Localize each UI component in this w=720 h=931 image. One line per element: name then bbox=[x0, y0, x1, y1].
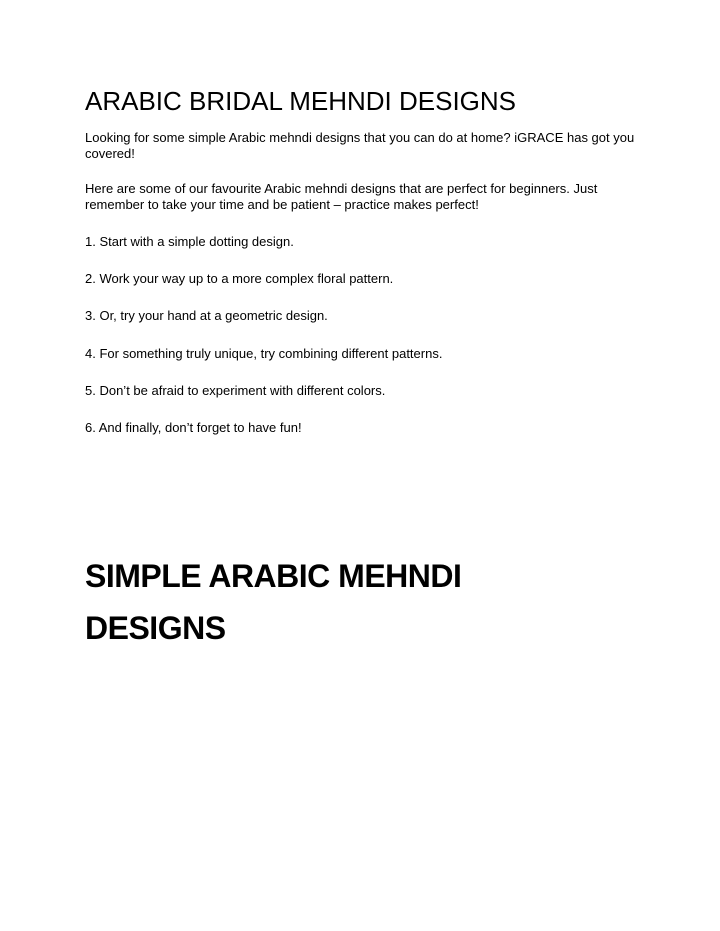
section-heading: SIMPLE ARABIC MEHNDI DESIGNS bbox=[85, 558, 462, 646]
beginner-paragraph: Here are some of our favourite Arabic mehndi designs that are perfect for beginners. Just remember to take your time and be patient – practice makes perfect! bbox=[85, 181, 598, 212]
list-item: 6. And finally, don’t forget to have fun! bbox=[85, 420, 302, 435]
page-title: ARABIC BRIDAL MEHNDI DESIGNS bbox=[85, 86, 517, 116]
list-item: 3. Or, try your hand at a geometric design. bbox=[85, 308, 328, 323]
list-item: 2. Work your way up to a more complex floral pattern. bbox=[85, 271, 394, 286]
list-item: 1. Start with a simple dotting design. bbox=[85, 234, 294, 249]
list-item: 4. For something truly unique, try combining different patterns. bbox=[85, 346, 443, 361]
intro-paragraph: Looking for some simple Arabic mehndi designs that you can do at home? iGRACE has got you covered! bbox=[85, 130, 635, 161]
list-item: 5. Don’t be afraid to experiment with different colors. bbox=[85, 383, 386, 398]
